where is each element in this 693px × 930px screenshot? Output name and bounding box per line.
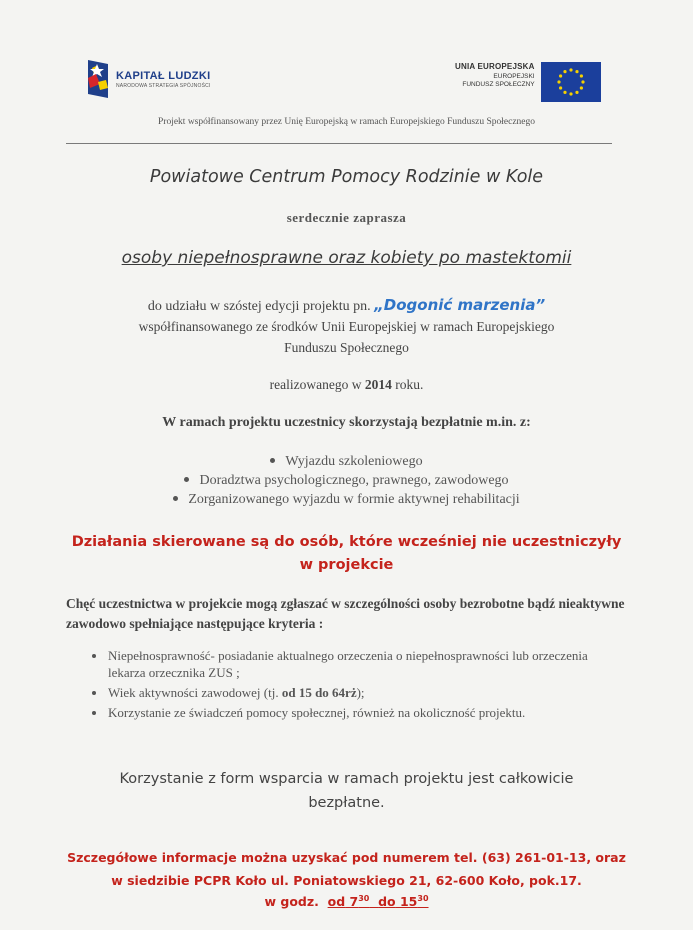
eu-star-icon [575, 70, 578, 73]
kapital-ludzki-logo [86, 58, 211, 100]
organization-name: Powiatowe Centrum Pomocy Rodzinie w Kole [149, 167, 544, 187]
hours-from-hour: 7 [349, 894, 359, 910]
eu-logo-line3: FUNDUSZ SPOŁECZNY [462, 81, 535, 88]
criterion-prefix: Wiek aktywności zawodowej (tj. [108, 685, 279, 700]
target-group: osoby niepełnosprawne oraz kobiety po mastektomii [121, 248, 572, 268]
eu-logo [455, 62, 601, 102]
red-notice-line-1: Działania skierowane są do osób, które wcześniej nie uczestniczyły [71, 534, 622, 550]
cofinancing-line-1: współfinansowanego ze środków Unii Europejskiej w ramach Europejskiego [138, 319, 555, 334]
cofinancing-line-2: Funduszu Społecznego [284, 340, 409, 355]
hours-to-minutes: 30 [417, 894, 429, 903]
bullet-icon [184, 477, 189, 482]
eu-star-icon [563, 70, 566, 73]
list-item [92, 684, 622, 701]
benefits-heading: W ramach projektu uczestnicy skorzystają bezpłatnie m.in. z: [162, 415, 531, 430]
bullet-icon [92, 691, 96, 695]
criteria-heading: Chęć uczestnictwa w projekcie mogą zgłaszać w szczególności osoby bezrobotne bądź nieaktywne zawodowo spełniające następujące kryteria : [66, 596, 625, 631]
free-support-line-2: bezpłatne. [308, 795, 385, 811]
list-item [92, 647, 622, 681]
year-line [0, 377, 693, 393]
contact-line-2: w siedzibie PCPR Koło ul. Poniatowskiego 21, 62-600 Koło, pok.17. [111, 873, 582, 888]
eu-logo-line1: UNIA EUROPEJSKA [455, 62, 535, 71]
list-item [0, 490, 693, 509]
eu-star-icon [575, 91, 578, 94]
hours-from-label: od [327, 894, 346, 910]
benefit-text: Zorganizowanego wyjazdu w formie aktywnej rehabilitacji [188, 492, 520, 507]
cofinancing-note: Projekt współfinansowany przez Unię Europejską w ramach Europejskiego Funduszu Społecznego [158, 117, 535, 127]
criteria-list [92, 647, 622, 724]
benefit-text: Doradztwa psychologicznego, prawnego, zawodowego [199, 473, 509, 488]
year-suffix: roku. [395, 377, 424, 392]
benefit-text: Wyjazdu szkoleniowego [285, 454, 423, 469]
bullet-icon [270, 458, 275, 463]
benefits-list [0, 452, 693, 509]
kapital-ludzki-emblem-icon [86, 58, 110, 100]
criterion-text: Niepełnosprawność- posiadanie aktualnego orzeczenia o niepełnosprawności lub orzeczenia lekarza orzecznika ZUS ; [108, 648, 588, 680]
eu-star-icon [563, 91, 566, 94]
hours-from-minutes: 30 [358, 894, 370, 903]
hours-to-label: do [378, 894, 396, 910]
criterion-text: Korzystanie ze świadczeń pomocy społecznej, również na okoliczność projektu. [108, 705, 526, 720]
kapital-ludzki-title: KAPITAŁ LUDZKI [116, 69, 211, 82]
list-item [0, 471, 693, 490]
eu-star-icon [579, 74, 582, 77]
bullet-icon [92, 654, 96, 658]
hours-prefix: w godz. [264, 894, 319, 910]
header-divider [66, 143, 612, 144]
bullet-icon [173, 496, 178, 501]
eu-star-icon [557, 80, 560, 83]
list-item [92, 704, 622, 721]
contact-line-1: Szczegółowe informacje można uzyskać pod numerem tel. (63) 261-01-13, oraz [67, 850, 626, 865]
year-prefix: realizowanego w [269, 377, 362, 392]
list-item [0, 452, 693, 471]
eu-star-icon [569, 68, 572, 71]
free-support-line-1: Korzystanie z form wsparcia w ramach projektu jest całkowicie [119, 771, 574, 787]
intro-prefix: do udziału w szóstej edycji projektu pn. [147, 299, 371, 314]
intro-line [0, 296, 693, 315]
red-notice-line-2: w projekcie [299, 557, 394, 573]
bullet-icon [92, 711, 96, 715]
eu-logo-line2: EUROPEJSKI [493, 73, 535, 80]
criterion-suffix: ); [356, 685, 365, 700]
invitation-text: serdecznie zaprasza [286, 210, 407, 225]
eu-star-icon [559, 74, 562, 77]
hours-range [328, 894, 429, 909]
eu-star-icon [579, 86, 582, 89]
kapital-ludzki-subtitle: NARODOWA STRATEGIA SPÓJNOŚCI [116, 82, 211, 89]
eu-star-icon [569, 92, 572, 95]
eu-flag-icon [541, 62, 601, 102]
office-hours [0, 894, 693, 909]
hours-to-hour: 15 [399, 894, 418, 910]
project-name: „Dogonić marzenia” [374, 296, 546, 314]
eu-star-icon [559, 86, 562, 89]
criterion-age-range: od 15 do 64rż [281, 685, 357, 700]
year-value: 2014 [364, 377, 392, 392]
eu-star-icon [581, 80, 584, 83]
